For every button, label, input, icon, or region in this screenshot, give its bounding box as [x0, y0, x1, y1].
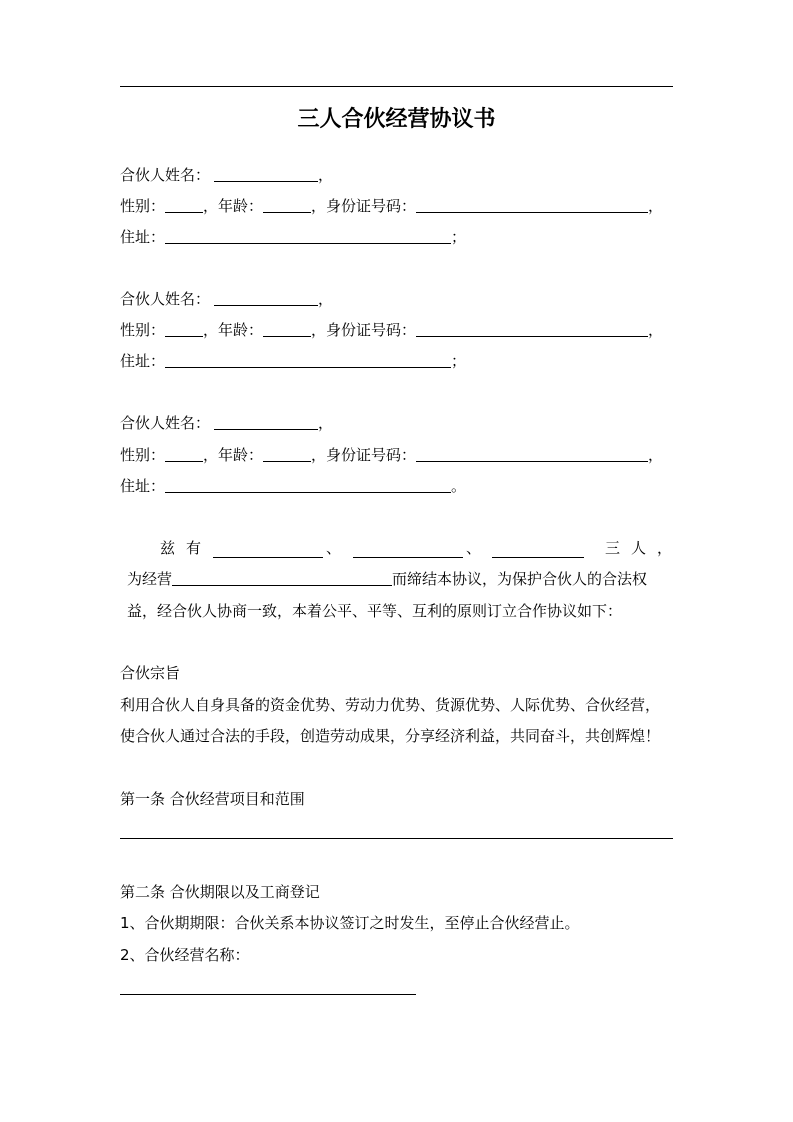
partner-2-id-blank[interactable] — [416, 320, 648, 337]
header-rule — [120, 86, 673, 87]
address-label: 住址： — [120, 228, 166, 246]
partner-1-info-row: 性别： ，年龄： ，身份证号码： ， — [120, 197, 664, 215]
partner-3-address-row: 住址： 。 — [120, 477, 467, 495]
partner-2-age-blank[interactable] — [263, 320, 311, 337]
intro-partner-2-blank[interactable] — [353, 557, 463, 558]
partner-2-sex-blank[interactable] — [165, 320, 203, 337]
intro-line-3: 益，经合伙人协商一致，本着公平、平等、互利的原则订立合作协议如下： — [127, 602, 623, 620]
purpose-heading: 合伙宗旨 — [120, 664, 181, 682]
partner-2-info-row: 性别： ，年龄： ，身份证号码： ， — [120, 321, 664, 339]
address-label: 住址： — [120, 477, 166, 495]
partner-3-name-blank[interactable] — [214, 413, 318, 430]
intro-partner-3-blank[interactable] — [492, 557, 584, 558]
document-title: 三人合伙经营协议书 — [297, 106, 496, 132]
id-label: ，身份证号码： — [311, 446, 417, 464]
sex-label: 性别： — [120, 321, 166, 339]
business-name-blank-line[interactable] — [120, 994, 416, 995]
intro-separator-2: 、 — [466, 539, 482, 557]
age-label: ，年龄： — [203, 197, 264, 215]
article-2-item-1: 1、合伙期期限：合伙关系本协议签订之时发生，至停止合伙经营止。 — [120, 914, 580, 932]
article-2-item-2: 2、合伙经营名称： — [120, 946, 250, 964]
name-label: 合伙人姓名： — [120, 166, 211, 184]
partner-3-name-row: 合伙人姓名： ， — [120, 414, 334, 432]
id-label: ，身份证号码： — [311, 197, 417, 215]
partner-3-age-blank[interactable] — [263, 445, 311, 462]
purpose-line-2: 使合伙人通过合法的手段，创造劳动成果，分享经济利益，共同奋斗，共创辉煌！ — [120, 727, 661, 745]
partner-1-address-row: 住址： ； — [120, 228, 467, 246]
intro-ren: 人 — [631, 539, 647, 557]
age-label: ，年龄： — [203, 321, 264, 339]
partner-1-address-blank[interactable] — [165, 227, 451, 244]
intro-zi: 兹 — [160, 539, 176, 557]
partner-1-id-blank[interactable] — [416, 196, 648, 213]
partner-3-info-row: 性别： ，年龄： ，身份证号码： ， — [120, 446, 664, 464]
sex-label: 性别： — [120, 197, 166, 215]
address-label: 住址： — [120, 352, 166, 370]
partner-3-sex-blank[interactable] — [165, 445, 203, 462]
partner-1-name-blank[interactable] — [214, 165, 318, 182]
sex-label: 性别： — [120, 446, 166, 464]
purpose-line-1: 利用合伙人自身具备的资金优势、劳动力优势、货源优势、人际优势、合伙经营， — [120, 696, 661, 714]
intro-partner-1-blank[interactable] — [213, 557, 323, 558]
article-1-blank-line[interactable] — [120, 838, 673, 839]
partner-2-name-blank[interactable] — [214, 289, 318, 306]
article-2-heading: 第二条 合伙期限以及工商登记 — [120, 883, 320, 901]
partner-3-address-blank[interactable] — [165, 476, 451, 493]
name-label: 合伙人姓名： — [120, 290, 211, 308]
intro-separator-1: 、 — [326, 539, 342, 557]
partner-1-sex-blank[interactable] — [165, 196, 203, 213]
intro-business-blank[interactable] — [172, 569, 392, 586]
id-label: ，身份证号码： — [311, 321, 417, 339]
age-label: ，年龄： — [203, 446, 264, 464]
intro-san: 三 — [605, 539, 621, 557]
intro-comma: ， — [657, 539, 673, 557]
article-1-heading: 第一条 合伙经营项目和范围 — [120, 790, 305, 808]
partner-2-address-blank[interactable] — [165, 351, 451, 368]
partner-3-id-blank[interactable] — [416, 445, 648, 462]
partner-2-address-row: 住址： ； — [120, 352, 467, 370]
partner-1-age-blank[interactable] — [263, 196, 311, 213]
partner-2-name-row: 合伙人姓名： ， — [120, 290, 334, 308]
intro-business-row: 为经营 而缔结本协议，为保护合伙人的合法权 — [127, 570, 648, 588]
partner-1-name-row: 合伙人姓名： ， — [120, 166, 334, 184]
name-label: 合伙人姓名： — [120, 414, 211, 432]
intro-you: 有 — [186, 539, 202, 557]
